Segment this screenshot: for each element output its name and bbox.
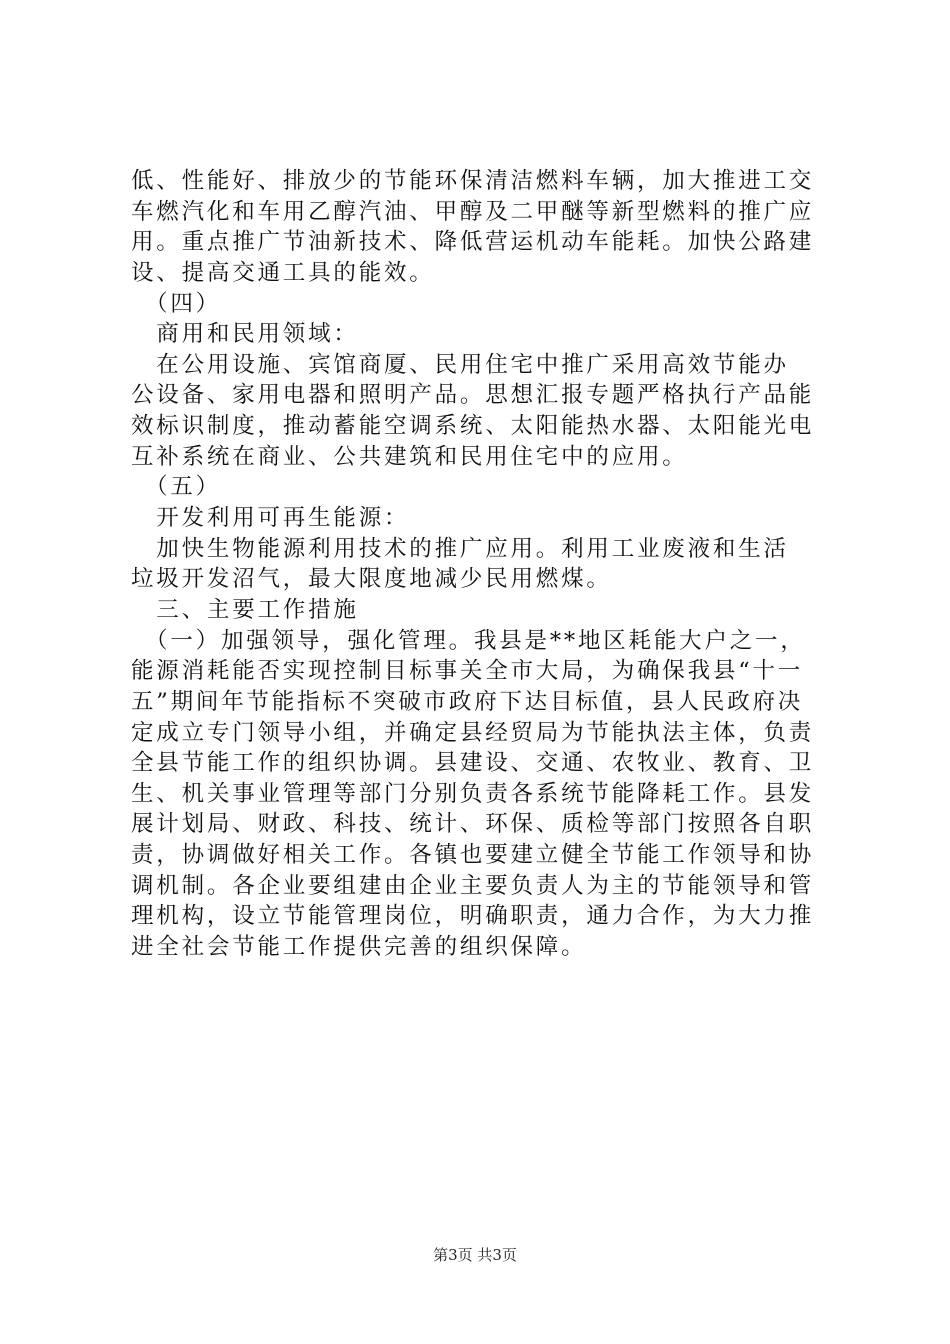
text-line: 低、性能好、排放少的节能环保清洁燃料车辆，加大推进工交 <box>131 168 815 194</box>
text-line: 用。重点推广节油新技术、降低营运机动车能耗。加快公路建 <box>131 229 815 256</box>
text-line: 调机制。各企业要组建由企业主要负责人为主的节能领导和管 <box>131 872 815 899</box>
section-heading-4: （四） <box>131 290 221 317</box>
text-line: 公设备、家用电器和照明产品。思想汇报专题严格执行产品能 <box>131 382 815 409</box>
text-line: 互补系统在商业、公共建筑和民用住宅中的应用。 <box>131 443 688 470</box>
text-line: （一）加强领导，强化管理。我县是**地区耗能大户之一， <box>131 627 806 654</box>
section-title-commercial: 商用和民用领域： <box>131 321 359 348</box>
text-line: 效标识制度，推动蓄能空调系统、太阳能热水器、太阳能光电 <box>131 413 815 440</box>
text-line: 垃圾开发沼气，最大限度地减少民用燃煤。 <box>131 566 612 593</box>
text-line: 责，协调做好相关工作。各镇也要建立健全节能工作领导和协 <box>131 842 815 869</box>
text-line: 全县节能工作的组织协调。县建设、交通、农牧业、教育、卫 <box>131 750 815 777</box>
text-line: 车燃汽化和车用乙醇汽油、甲醇及二甲醚等新型燃料的推广应 <box>131 198 815 225</box>
text-line: 定成立专门领导小组，并确定县经贸局为节能执法主体，负责 <box>131 719 815 746</box>
section-title-renewable: 开发利用可再生能源： <box>131 505 410 532</box>
section-heading-measures: 三、主要工作措施 <box>131 596 359 623</box>
text-line: 展计划局、财政、科技、统计、环保、质检等部门按照各自职 <box>131 811 815 838</box>
text-line: 五”期间年节能指标不突破市政府下达目标值，县人民政府决 <box>131 688 804 715</box>
text-line: 生、机关事业管理等部门分别负责各系统节能降耗工作。县发 <box>131 780 815 807</box>
text-line: 加快生物能源利用技术的推广应用。利用工业废液和生活 <box>131 535 789 562</box>
body-text <box>131 166 831 963</box>
text-line: 能源消耗能否实现控制目标事关全市大局，为确保我县“十一 <box>131 658 804 685</box>
text-line: 理机构，设立节能管理岗位，明确职责，通力合作，为大力推 <box>131 903 815 930</box>
text-line: 设、提高交通工具的能效。 <box>131 259 435 286</box>
section-heading-5: （五） <box>131 474 221 501</box>
page-number-footer: 第3页 共3页 <box>433 1246 517 1264</box>
text-line: 在公用设施、宾馆商厦、民用住宅中推广采用高效节能办 <box>131 351 789 378</box>
text-line: 进全社会节能工作提供完善的组织保障。 <box>131 934 587 961</box>
